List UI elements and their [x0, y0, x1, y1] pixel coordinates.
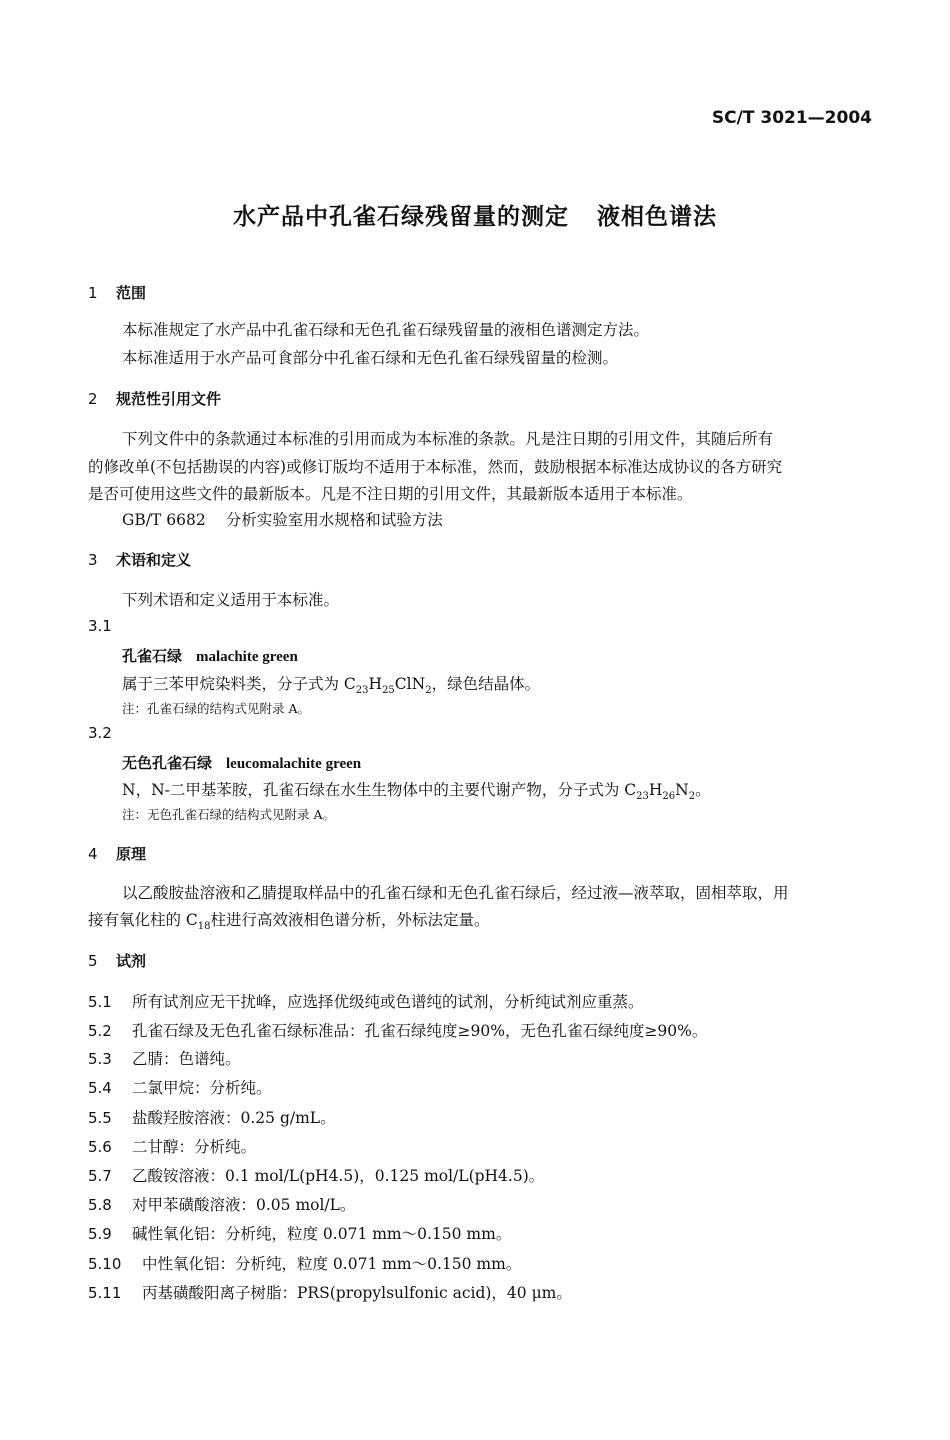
list-item — [88, 990, 644, 1012]
item-number: 5.9 — [88, 1225, 112, 1243]
item-number: 5.7 — [88, 1167, 112, 1185]
def-text: N，N-二甲基苯胺，孔雀石绿在水生生物体中的主要代谢产物，分子式为 C — [122, 781, 637, 799]
paragraph: 本标准适用于水产品可食部分中孔雀石绿和无色孔雀石绿残留量的检测。 — [122, 349, 619, 367]
item-text: 乙腈：色谱纯。 — [132, 1050, 241, 1068]
item-text: 丙基磺酸阳离子树脂：PRS(propylsulfonic acid)，40 μm。 — [142, 1284, 572, 1302]
list-item — [88, 1193, 355, 1215]
note: 注：孔雀石绿的结构式见附录 A。 — [122, 701, 311, 716]
term-en: malachite green — [196, 649, 298, 665]
list-item — [88, 1019, 707, 1041]
paragraph-line: 以乙酸胺盐溶液和乙腈提取样品中的孔雀石绿和无色孔雀石绿后，经过液—液萃取，固相萃取，用 — [122, 884, 789, 902]
section-3-heading — [88, 549, 191, 570]
item-text: 所有试剂应无干扰峰，应选择优级纯或色谱纯的试剂，分析纯试剂应重蒸。 — [132, 993, 644, 1011]
item-text: 乙酸铵溶液：0.1 mol/L(pH4.5)，0.125 mol/L(pH4.5)。 — [132, 1167, 545, 1185]
text: 柱进行高效液相色谱分析，外标法定量。 — [210, 911, 490, 929]
def-text: H — [648, 781, 663, 799]
section-number: 2 — [88, 390, 98, 408]
item-number: 5.6 — [88, 1138, 112, 1156]
list-item — [88, 1281, 572, 1303]
section-4-heading — [88, 843, 146, 864]
paragraph: 下列术语和定义适用于本标准。 — [122, 591, 340, 609]
def-text: 。 — [695, 781, 711, 799]
def-text: 属于三苯甲烷染料类，分子式为 C — [122, 675, 356, 693]
item-text: 盐酸羟胺溶液：0.25 g/mL。 — [132, 1109, 336, 1127]
section-title: 试剂 — [116, 952, 147, 970]
page-title — [0, 198, 950, 231]
list-item — [88, 1164, 544, 1186]
item-number: 5.2 — [88, 1022, 112, 1040]
item-text: 孔雀石绿及无色孔雀石绿标准品：孔雀石绿纯度≥90%，无色孔雀石绿纯度≥90%。 — [132, 1022, 708, 1040]
term-zh: 无色孔雀石绿 — [122, 754, 213, 772]
section-number: 4 — [88, 845, 98, 863]
list-item — [88, 1222, 511, 1244]
term-entry — [122, 752, 361, 773]
term-en: leucomalachite green — [226, 756, 362, 772]
list-item — [88, 1076, 272, 1098]
item-number: 5.11 — [88, 1284, 122, 1302]
term-definition — [122, 778, 711, 802]
paragraph-line: 的修改单(不包括勘误的内容)或修订版均不适用于本标准，然而，鼓励根据本标准达成协议的各方研究 — [88, 458, 783, 476]
item-number: 5.4 — [88, 1079, 112, 1097]
item-text: 对甲苯磺酸溶液：0.05 mol/L。 — [132, 1196, 356, 1214]
item-text: 碱性氧化铝：分析纯，粒度 0.071 mm～0.150 mm。 — [132, 1225, 512, 1243]
subscript: 2 — [425, 685, 432, 697]
def-text: N — [675, 781, 689, 799]
subscript: 18 — [197, 921, 211, 933]
standard-code: SC/T 3021—2004 — [711, 108, 872, 128]
item-text: 二氯甲烷：分析纯。 — [132, 1079, 272, 1097]
section-5-heading — [88, 950, 146, 971]
reference-code: GB/T 6682 — [122, 511, 206, 529]
section-title: 原理 — [116, 845, 147, 863]
normative-reference — [122, 508, 443, 530]
paragraph: 本标准规定了水产品中孔雀石绿和无色孔雀石绿残留量的液相色谱测定方法。 — [122, 321, 650, 339]
paragraph-line: 下列文件中的条款通过本标准的引用而成为本标准的条款。凡是注日期的引用文件，其随后所有 — [122, 430, 774, 448]
title-main: 水产品中孔雀石绿残留量的测定 — [233, 204, 569, 230]
list-item — [88, 1047, 241, 1069]
section-2-heading — [88, 388, 221, 409]
term-entry — [122, 645, 298, 666]
item-number: 5.5 — [88, 1109, 112, 1127]
section-number: 5 — [88, 952, 98, 970]
item-number: 5.10 — [88, 1255, 122, 1273]
subscript: 23 — [636, 791, 649, 803]
def-text: ClN — [394, 675, 426, 693]
subscript: 23 — [355, 685, 369, 697]
section-title: 范围 — [116, 284, 147, 302]
note: 注：无色孔雀石绿的结构式见附录 A。 — [122, 807, 336, 822]
title-method: 液相色谱法 — [597, 204, 717, 230]
item-text: 中性氧化铝：分析纯，粒度 0.071 mm～0.150 mm。 — [142, 1255, 522, 1273]
paragraph-line: 是否可使用这些文件的最新版本。凡是不注日期的引用文件，其最新版本适用于本标准。 — [88, 485, 693, 503]
term-definition — [122, 672, 540, 696]
item-number: 5.8 — [88, 1196, 112, 1214]
list-item — [88, 1135, 256, 1157]
item-number: 5.1 — [88, 993, 112, 1011]
item-text: 二甘醇：分析纯。 — [132, 1138, 257, 1156]
item-number: 5.3 — [88, 1050, 112, 1068]
subclause-number: 3.2 — [88, 724, 112, 742]
list-item — [88, 1106, 336, 1128]
def-text: ，绿色结晶体。 — [431, 675, 541, 693]
text: 接有氧化柱的 C — [88, 911, 198, 929]
section-title: 术语和定义 — [116, 551, 192, 569]
subscript: 26 — [662, 791, 676, 803]
section-number: 1 — [88, 284, 98, 302]
section-title: 规范性引用文件 — [116, 390, 222, 408]
reference-title: 分析实验室用水规格和试验方法 — [225, 511, 443, 529]
list-item — [88, 1252, 521, 1274]
section-1-heading — [88, 282, 146, 303]
section-number: 3 — [88, 551, 98, 569]
term-zh: 孔雀石绿 — [122, 647, 183, 665]
paragraph-line — [88, 908, 490, 932]
subclause-number: 3.1 — [88, 617, 112, 635]
subscript: 25 — [382, 685, 395, 697]
subscript: 2 — [688, 791, 696, 803]
def-text: H — [368, 675, 383, 693]
